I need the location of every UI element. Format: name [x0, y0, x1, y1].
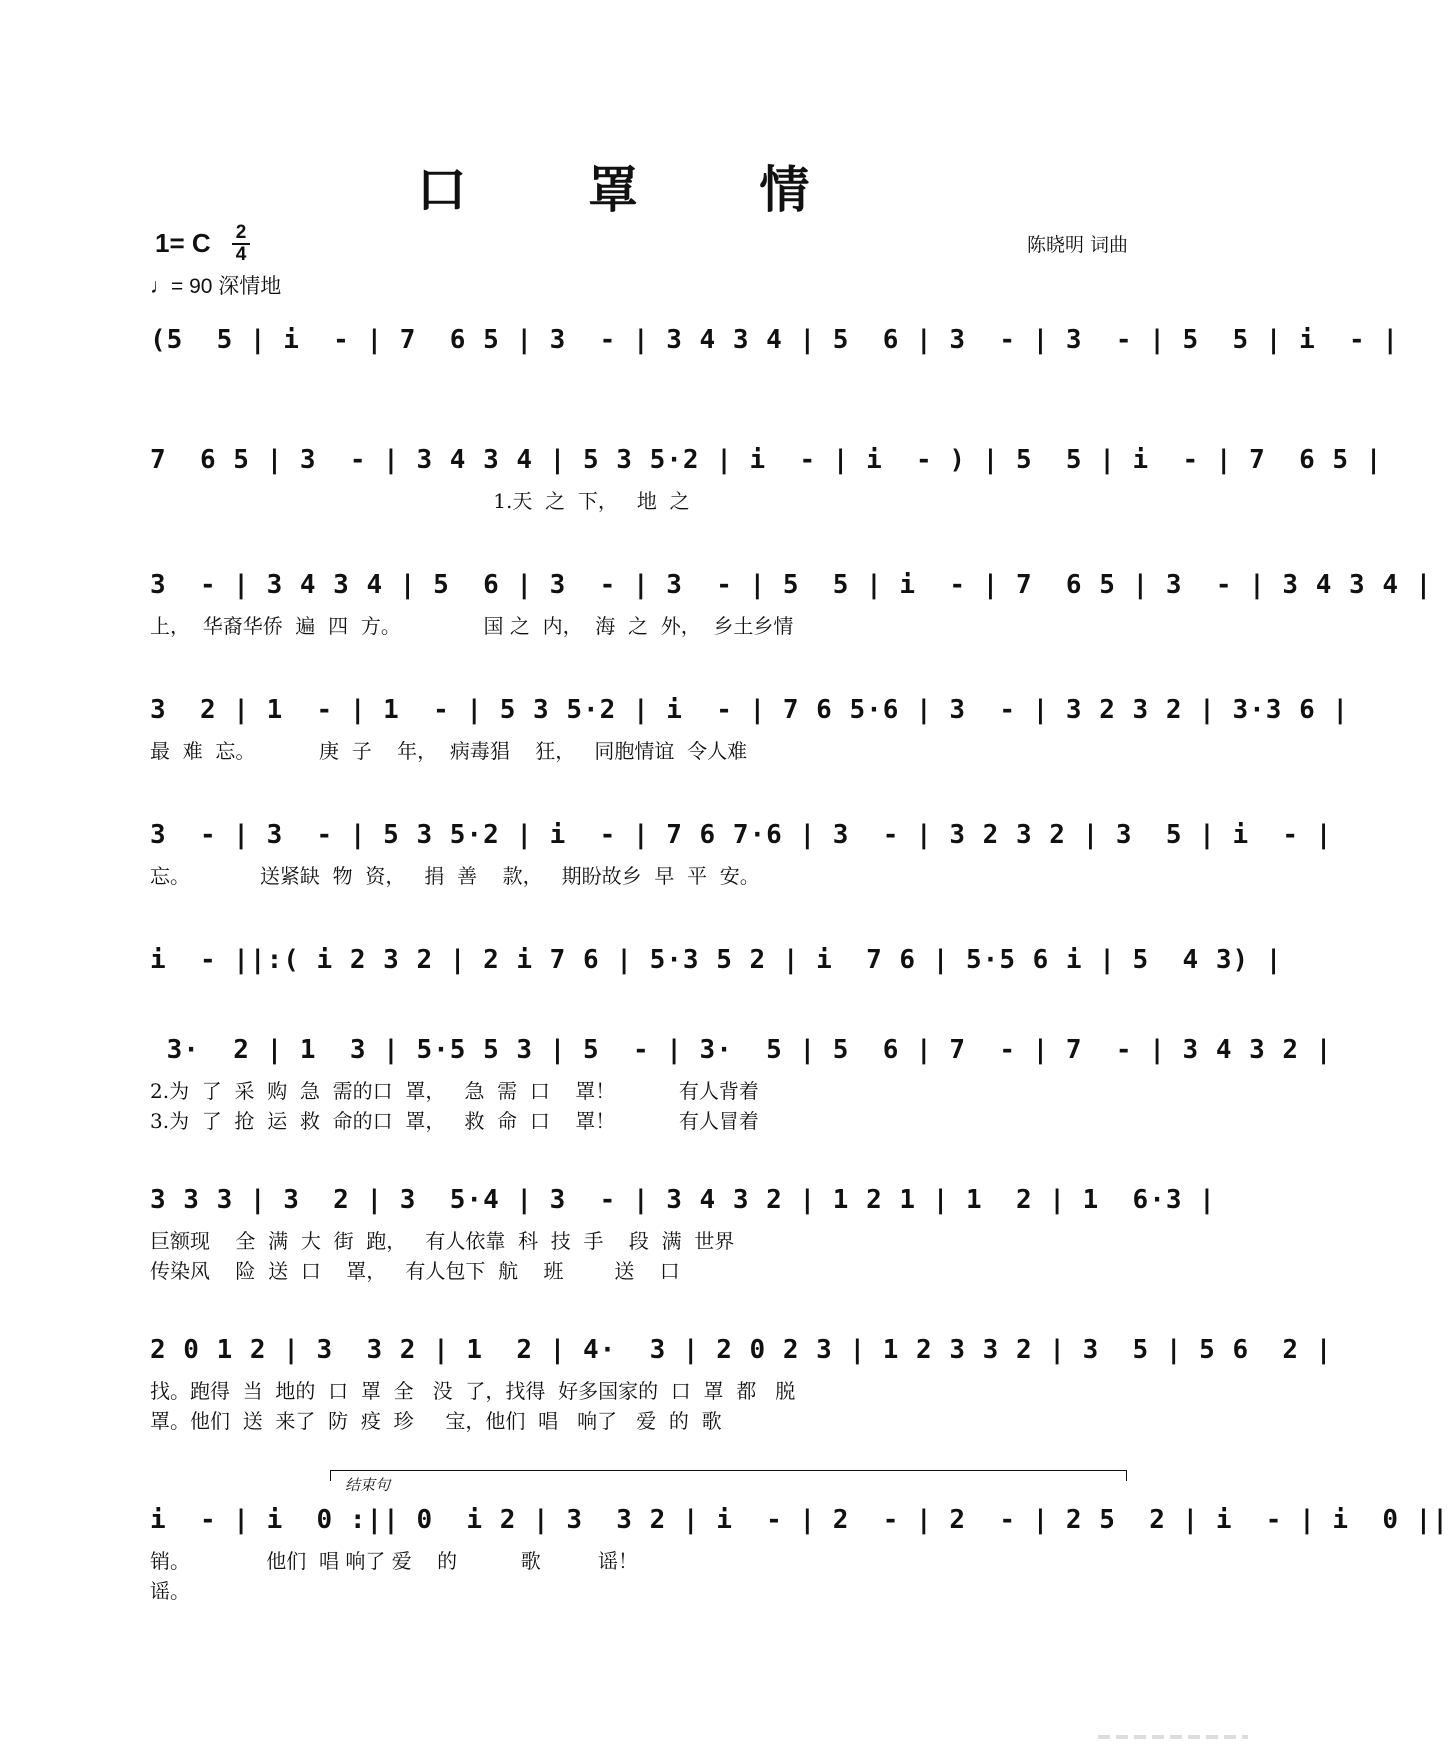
notation-line: 3 - | 3 4 3 4 | 5 6 | 3 - | 3 - | 5 5 | i - | 7 6 5 | 3 - | 3 4 3 4 |	[150, 570, 1433, 600]
lyric-line: 2.为 了 采 购 急 需的口 罩， 急 需 口 罩！ 有人背着	[150, 1079, 759, 1103]
notation-line: (5 5 | i - | 7 6 5 | 3 - | 3 4 3 4 | 5 6 | 3 - | 3 - | 5 5 | i - |	[150, 325, 1399, 355]
lyric-line: 找。跑得 当 地的 口 罩 全 没 了，找得 好多国家的 口 罩 都 脱	[150, 1379, 796, 1403]
watermark-dots	[1098, 1735, 1248, 1739]
lyric-line: 最 难 忘。 庚 子 年， 病毒猖 狂， 同胞情谊 令人难	[150, 739, 748, 763]
author-credit: 陈晓明 词曲	[1026, 234, 1128, 256]
notation-line: i - ||:( i 2 3 2 | 2 i 7 6 | 5·3 5 2 | i 7 6 | 5·5 6 i | 5 4 3) |	[150, 945, 1283, 975]
notation-line: 3 3 3 | 3 2 | 3 5·4 | 3 - | 3 4 3 2 | 1 2 1 | 1 2 | 1 6·3 |	[150, 1185, 1216, 1215]
lyric-line: 巨额现 全 满 大 街 跑， 有人依靠 科 技 手 段 满 世界	[150, 1229, 735, 1253]
lyric-line: 传染风 险 送 口 罩， 有人包下 航 班 送 口	[150, 1259, 680, 1283]
lyric-line: 上， 华裔华侨 遍 四 方。 国 之 内， 海 之 外， 乡土乡情	[150, 614, 794, 638]
notation-line: 3 2 | 1 - | 1 - | 5 3 5·2 | i - | 7 6 5·6 | 3 - | 3 2 3 2 | 3·3 6 |	[150, 695, 1350, 725]
time-signature	[232, 224, 250, 264]
notation-line: 7 6 5 | 3 - | 3 4 3 4 | 5 3 5·2 | i - | i - ) | 5 5 | i - | 7 6 5 |	[150, 445, 1383, 475]
notation-line: i - | i 0 :|| 0 i 2 | 3 3 2 | i - | 2 - | 2 - | 2 5 2 | i - | i 0 ||	[150, 1505, 1449, 1535]
time-signature-bottom: 4	[235, 244, 247, 265]
key-signature: 1= C	[155, 228, 211, 258]
ending-bracket	[330, 1470, 1127, 1481]
lyric-line: 忘。 送紧缺 物 资， 捐 善 款， 期盼故乡 早 平 安。	[150, 864, 760, 888]
lyric-line: 销。 他们 唱 响了 爱 的 歌 谣！	[150, 1549, 638, 1573]
lyric-line: 3.为 了 抢 运 救 命的口 罩， 救 命 口 罩！ 有人冒着	[150, 1109, 759, 1133]
lyric-line: 1.天 之 下， 地 之	[150, 489, 690, 513]
time-signature-top: 2	[235, 222, 247, 243]
notation-line: 2 0 1 2 | 3 3 2 | 1 2 | 4· 3 | 2 0 2 3 | 1 2 3 3 2 | 3 5 | 5 6 2 |	[150, 1335, 1333, 1365]
notation-line: 3· 2 | 1 3 | 5·5 5 3 | 5 - | 3· 5 | 5 6 | 7 - | 7 - | 3 4 3 2 |	[150, 1035, 1333, 1065]
tempo-marking: ♩= 90 深情地	[150, 275, 282, 298]
ending-label: 结束句	[345, 1476, 391, 1494]
lyric-line: 谣。	[150, 1579, 190, 1603]
page-title: 口 罩 情	[416, 160, 862, 219]
notation-line: 3 - | 3 - | 5 3 5·2 | i - | 7 6 7·6 | 3 - | 3 2 3 2 | 3 5 | i - |	[150, 820, 1333, 850]
lyric-line: 罩。他们 送 来了 防 疫 珍 宝，他们 唱 响了 爱 的 歌	[150, 1409, 722, 1433]
